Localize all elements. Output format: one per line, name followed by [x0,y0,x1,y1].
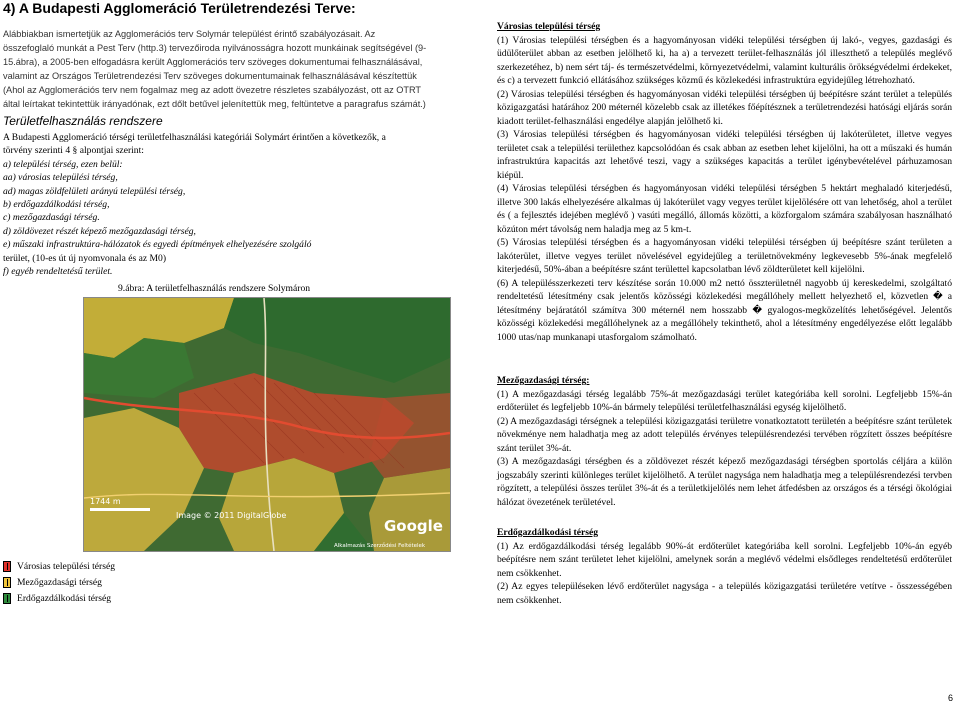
map-legend [3,558,115,606]
paragraph: (6) A településszerkezeti terv készítése során 10.000 m2 nettó összterületnél nagyobb új kereskedelmi, szolgáltató rendeltetésű létesítmény csak jelentős közösségi közlekedési megállóhely mellett helyezhető el, közvetlen � a létesítmény bejáratától számítva 300 méternél nem hosszabb � gyalogos-megközelítés lehetőségével. Jelentős közösségi közlekedési megállóhelynek az a megállóhely tekinthető, ahol a létesítmény engedélyezése előtt legalább 1000 utas/nap munkanapi utasforgalom számolható. [497,277,952,343]
zoning-text [3,131,473,278]
legend-label: Városias települési térség [17,560,116,572]
legend-item-agri [3,574,115,590]
zoning-item: terület, (10-es út új nyomvonala és az M0) [3,252,167,264]
imagery-credit: Image © 2011 DigitalGlobe [176,511,287,520]
zoning-item: b) erdőgazdálkodási térség, [3,199,110,211]
zoning-item: f) egyéb rendeltetésű terület. [3,266,113,278]
zoning-title: Területfelhasználás rendszere [3,114,163,128]
page-number: 6 [947,693,953,703]
section-heading: Mezőgazdasági térség: [497,375,590,386]
paragraph: (5) Városias települési térségben és a hagyományosan vidéki települési térségben új beépítésre szánt területen a lakóterület, illetve vegyes terület növelésével egyidejűleg a területnövekmény legkevesebb 5%-ának megfelelő kiterjedésű, 50%-ában a beépítésre szánt területtel kapcsolatban lévő zöldterületet kell kijelölni. [497,237,952,275]
paragraph: (4) Városias települési térségben és hagyományosan vidéki települési térségben 5 hektárt meghaladó kiterjedésű, illetve 300 lakás elhelyezésére alkalmas új lakóterület vagy vegyes terület kijelölésére ott van lehetőség, ahol a terület és ( a fejlesztés idejében meglévő ) vasúti megálló, állomás közötti, a közforgalom számára szabályosan használható közúton mért távolság nem haladja meg az 5 km-t. [497,183,952,235]
intro-line: (Ahol az Agglomerációs terv nem fogalmaz meg az adott övezetre részletes szabályozást, ott az OTRT [3,85,422,95]
paragraph: (1) Az erdőgazdálkodási térség legalább 90%-át erdőterület kategóriába kell sorolni. Legfeljebb 10%-án egyéb beépítésre nem szánt területet lehet kijelölni, amelynek során a meglévő védelmi elsődleges rendeltetésű erdőterület nem csökkenhet. [497,540,952,579]
intro-line: Alábbiakban ismertetjük az Agglomerációs terv Solymár települést érintő szabályozásait. Az [3,29,376,39]
legend-label: Erdőgazdálkodási térség [17,592,112,604]
zoning-item: d) zöldövezet részét képező mezőgazdasági térség, [3,225,196,237]
terms-link[interactable]: Alkalmazás Szerződési Feltételek [334,543,426,549]
section-title: 4) A Budapesti Agglomeráció Területrendezési Terve: [3,0,356,16]
zoning-item: e) műszaki infrastruktúra-hálózatok és egyedi építmények elhelyezésére szolgáló [3,239,312,251]
paragraph: (2) Városias települési térségben és hagyományosan vidéki települési térségben új beépítésre szánt terület a település közigazgatási határához 200 méternél közelebb csak az illetékes főépítésznek a területrendezési hatósági eljárás során kiadott terület-felhasználási engedélye alapján jelölhető ki. [497,88,952,127]
section-forestry [497,526,952,607]
intro-line: valamint az Országos Területrendezési Terv szöveges dokumentumainak felhasználásával készítettük [3,71,417,81]
google-logo: Google [384,517,443,535]
paragraph: (3) Városias települési térségben és hagyományosan vidéki települési térségben új lakóterületet, illetve vegyes területet csak a települési területhez kapcsolódóan és csak abban az esetben lehet kijelölni, ha ott a műszaki és humán infrastruktúra kapacitás azt lehetővé teszi, vagy a szükséges kapacitás a terület igénybevételével párhuzamosan kiépül. [497,129,952,181]
map-graphic [84,298,450,551]
section-urban [497,20,952,344]
zoning-item: a) települési térség, ezen belül: [3,158,123,170]
intro-text [3,27,473,111]
legend-swatch [3,577,11,588]
legend-swatch [3,561,11,572]
scale-label: 1744 m [90,497,121,506]
legend-label: Mezőgazdasági térség [17,576,102,588]
zoning-item: c) mezőgazdasági térség. [3,212,100,224]
paragraph: (3) A mezőgazdasági térségben és a zöldövezet részét képező mezőgazdasági térségben sportolás céljára a külön jogszabály szerinti különleges terület kijelölhető. A terület nagysága nem haladhatja meg a településrendezési tervben rögzített, a települési összes terület 3%-át és a területkijelölés nem lehet átfedésben az országos és a térségi ökológiai hálózat övezetének területével. [497,456,952,508]
section-agricultural [497,374,952,509]
legend-item-urban [3,558,115,574]
intro-line: által leírtakat tekintettük irányadónak, ezt dőlt betűvel jelenítettük meg, feltüntetve a paragrafus számát.) [3,99,426,109]
intro-line: összefoglaló munkát a Pest Terv (http.3) tervezőiroda nyilvánosságra hozott munkáinak segítségével (9- [3,43,427,53]
zoning-map [83,297,451,552]
intro-line: 15.ábra), a 2005-ben elfogadásra került Agglomerációs terv szöveges dokumentumai felhasználásával, [3,57,423,67]
paragraph: (2) Az egyes településeken lévő erdőterület nagysága - a település közigazgatási területére vetítve - összességében nem csökkenhet. [497,581,952,606]
section-heading: Városias települési térség [497,21,601,32]
scale-bar [90,508,150,511]
zoning-item: aa) városias települési térség, [3,172,118,184]
paragraph: (1) A mezőgazdasági térség legalább 75%-át mezőgazdasági terület kategóriába kell sorolni. Legfeljebb 15%-án erdőterület és legfeljebb 10%-án bármely települési területfelhasználási egység kijelölhető. [497,388,952,413]
legend-swatch [3,593,11,604]
section-heading: Erdőgazdálkodási térség [497,527,599,538]
legend-item-forest [3,590,115,606]
figure-caption: 9.ábra: A területfelhasználás rendszere Solymáron [118,283,311,294]
zoning-item: ad) magas zöldfelületi arányú települési térség, [3,185,186,197]
zoning-intro-line: A Budapesti Agglomeráció térségi területfelhasználási kategóriái Solymárt érintően a következők, a [3,132,386,143]
zoning-intro-line: törvény szerinti 4 § alpontjai szerint: [3,145,144,157]
paragraph: (1) Városias települési térségben és a hagyományosan vidéki települési térségben új lakó-, vegyes, gazdasági és üdülőterület abban az esetben jelölhető ki, ha a) a tervezett terület-felhasználás jól illeszthető a település meglévő szerkezetéhez, b) nem sért táj- és természetvédelmi, környezetvédelmi, valamint kulturális örökségvédelmi érdekeket, és c) a tervezett funkció ellátásához szükséges közmű és közlekedési infrastruktúra egyidejűleg létrehozható. [497,34,952,86]
paragraph: (2) A mezőgazdasági térségnek a települési közigazgatási területre vonatkoztatott területén a beépítésre szánt területek növekménye nem haladhatja meg az adott település érvényes településrendezési tervében rögzített összes beépítésre szánt terület 3%-át. [497,415,952,454]
